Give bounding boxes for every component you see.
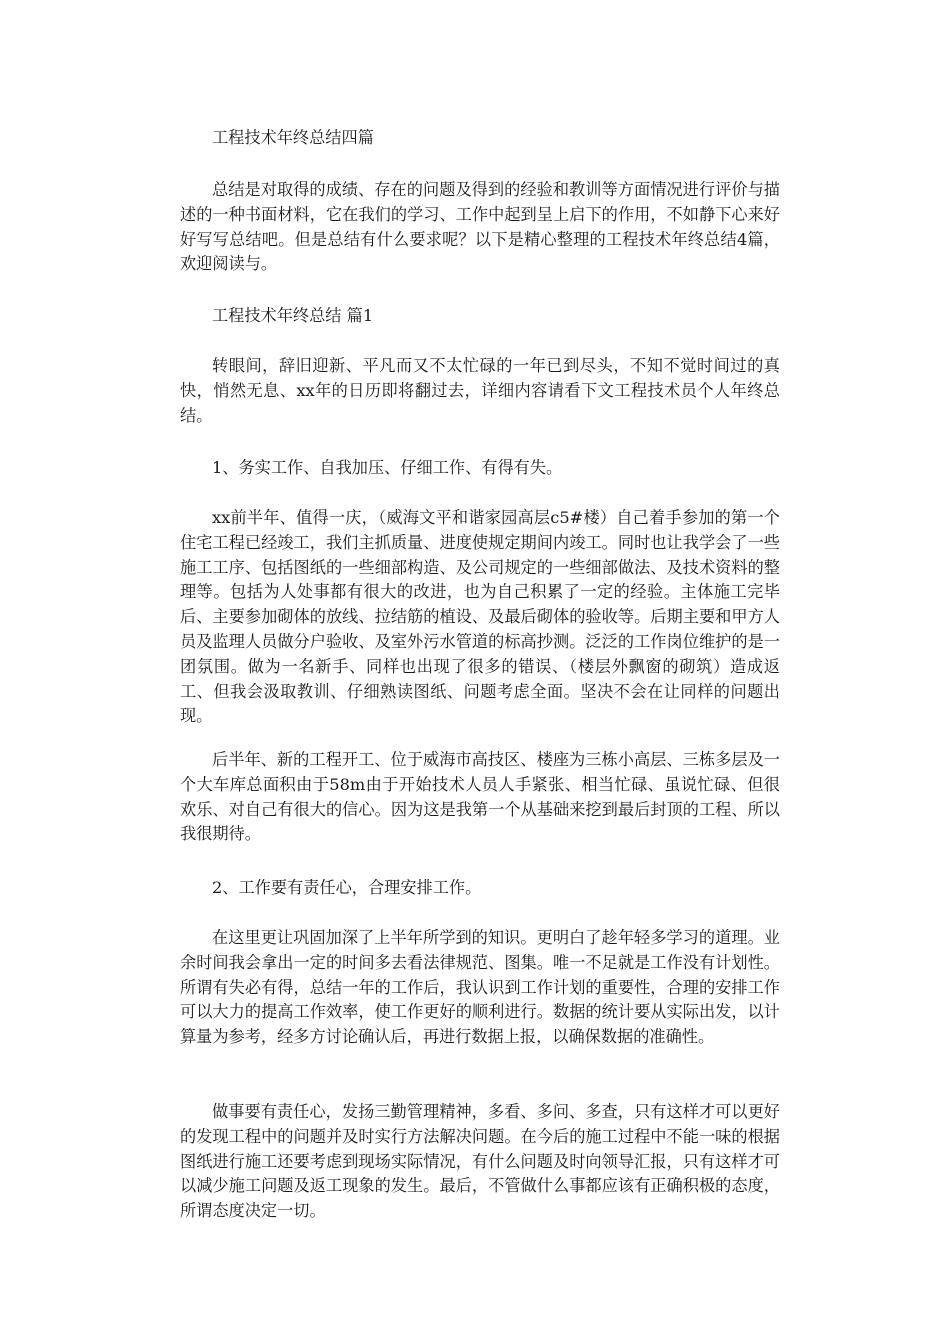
list-heading-2: 2、工作要有责任心，合理安排工作。	[212, 878, 482, 897]
section-heading: 工程技术年终总结 篇1	[212, 306, 374, 325]
list-heading-1: 1、务实工作、自我加压、仔细工作、有得有失。	[212, 458, 563, 477]
paragraph-4: 在这里更让巩固加深了上半年所学到的知识。更明白了趁年轻多学习的道理。业余时间我会拿出一定的时间多去看法律规范、图集。唯一不足就是工作没有计划性。所谓有失必有得，总结一年的工作后，我认识到工作计划的重要性，合理的安排工作可以大力的提高工作效率，使工作更好的顺利进行。数据的统计要从实际出发，以计算量为参考，经多方讨论确认后，再进行数据上报，以确保数据的准确性。	[180, 928, 780, 1047]
paragraph-1: 转眼间，辞旧迎新、平凡而又不太忙碌的一年已到尽头，不知不觉时间过的真快，悄然无息、xx年的日历即将翻过去，详细内容请看下文工程技术员个人年终总结。	[180, 356, 780, 425]
paragraph-2: xx前半年、值得一庆，（威海文平和谐家园高层c5#楼）自己着手参加的第一个住宅工程已经竣工，我们主抓质量、进度使规定期间内竣工。同时也让我学会了一些施工工序、包括图纸的一些细部构造、及公司规定的一些细部做法、及技术资料的整理等。包括为人处事都有很大的改进，也为自己积累了一定的经验。主体施工完毕后、主要参加砌体的放线、拉结筋的植设、及最后砌体的验收等。后期主要和甲方人员及监理人员做分户验收、及室外污水管道的标高抄测。泛泛的工作岗位维护的是一团氛围。做为一名新手、同样也出现了很多的错误、（楼层外飘窗的砌筑）造成返工、但我会汲取教训、仔细熟读图纸、问题考虑全面。坚决不会在让同样的问题出现。	[180, 508, 780, 726]
paragraph-3: 后半年、新的工程开工、位于威海市高技区、楼座为三栋小高层、三栋多层及一个大车库总面积由于58m由于开始技术人员人手紧张、相当忙碌、虽说忙碌、但很欢乐、对自己有很大的信心。因为这是我第一个从基础来挖到最后封顶的工程、所以我很期待。	[180, 750, 780, 844]
document-title: 工程技术年终总结四篇	[212, 128, 374, 147]
intro-paragraph: 总结是对取得的成绩、存在的问题及得到的经验和教训等方面情况进行评价与描述的一种书面材料，它在我们的学习、工作中起到呈上启下的作用，不如静下心来好好写写总结吧。但是总结有什么要求呢？以下是精心整理的工程技术年终总结4篇，欢迎阅读与。	[180, 180, 780, 274]
paragraph-5: 做事要有责任心，发扬三勤管理精神，多看、多问、多查，只有这样才可以更好的发现工程中的问题并及时实行方法解决问题。在今后的施工过程中不能一味的根据图纸进行施工还要考虑到现场实际情况，有什么问题及时向领导汇报，只有这样才可以减少施工问题及返工现象的发生。最后，不管做什么事都应该有正确积极的态度，所谓态度决定一切。	[180, 1102, 780, 1221]
